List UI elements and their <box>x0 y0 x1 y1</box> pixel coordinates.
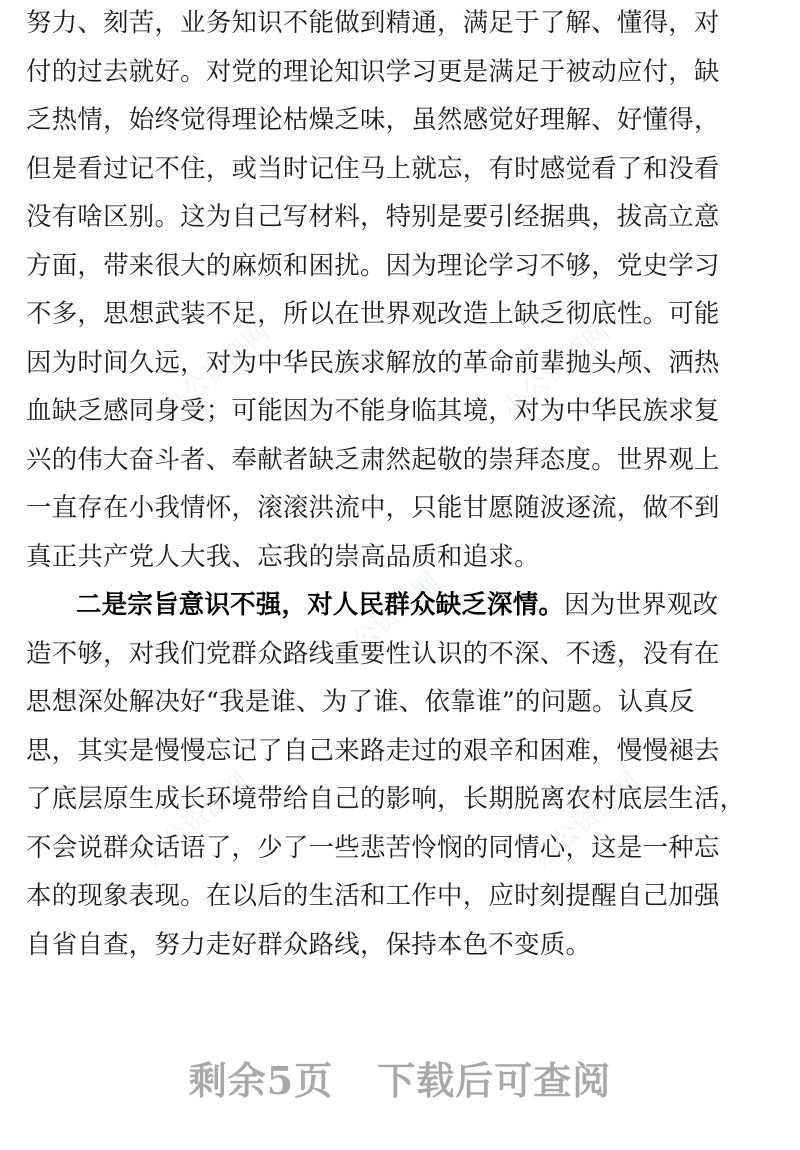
text-line: 血缺乏感同身受；可能因为不能身临其境，对为中华民族求复 <box>26 395 720 425</box>
text-line: 兴的伟大奋斗者、奉献者缺乏肃然起敬的崇拜态度。世界观上 <box>26 443 720 474</box>
text-line: 付的过去就好。对党的理论知识学习更是满足于被动应付，缺 <box>26 55 720 86</box>
text-line: 不会说群众话语了，少了一些悲苦怜悯的同情心，这是一种忘 <box>26 831 720 862</box>
text-line: 了底层原生成长环境带给自己的影响，长期脱离农村底层生活， <box>26 783 746 813</box>
text-line: 乏热情，始终觉得理论枯燥乏味，虽然感觉好理解、好懂得， <box>26 104 720 134</box>
remaining-pages-label: 剩余5页 <box>188 1058 334 1103</box>
text-line: 一直存在小我情怀，滚滚洪流中，只能甘愿随波逐流，做不到 <box>26 492 720 522</box>
section-heading-line <box>26 580 778 629</box>
text-line: 造不够，对我们党群众路线重要性认识的不深、不透，没有在 <box>26 637 720 668</box>
text-line: 没有啥区别。这为自己写材料，特别是要引经据典，拔高立意 <box>26 201 720 231</box>
download-notice[interactable] <box>0 1050 800 1103</box>
download-prompt-label: 下载后可查阅 <box>377 1058 612 1103</box>
section-heading: 二是宗旨意识不强，对人民群众缺乏深情。 <box>76 589 565 619</box>
watermark: 办公资源网 <box>327 567 447 674</box>
text-fragment: 因为世界观改 <box>564 589 719 619</box>
watermark: 办公资源网 <box>527 767 647 874</box>
text-line: 自省自查，努力走好群众路线，保持本色不变质。 <box>26 928 592 959</box>
text-line: 真正共产党人大我、忘我的崇高品质和追求。 <box>26 540 540 571</box>
text-line: 但是看过记不住，或当时记住马上就忘，有时感觉看了和没看 <box>26 152 720 183</box>
text-line: 本的现象表现。在以后的生活和工作中，应时刻提醒自己加强 <box>26 880 720 910</box>
text-line: 方面，带来很大的麻烦和困扰。因为理论学习不够，党史学习 <box>26 249 720 280</box>
text-line: 思想深处解决好“我是谁、为了谁、依靠谁”的问题。认真反 <box>26 686 695 716</box>
text-line: 思，其实是慢慢忘记了自己来路走过的艰辛和困难，慢慢褪去 <box>26 734 720 765</box>
watermark: 办公资源网 <box>497 317 617 424</box>
text-line: 不多，思想武装不足，所以在世界观改造上缺乏彻底性。可能 <box>26 298 720 328</box>
text-line: 因为时间久远，对为中华民族求解放的革命前辈抛头颅、洒热 <box>26 346 720 377</box>
watermark: 办公资源网 <box>157 317 277 424</box>
watermark: 办公资源网 <box>137 767 257 874</box>
body-text <box>26 0 778 968</box>
text-line: 努力、刻苦，业务知识不能做到精通，满足于了解、懂得，对 <box>26 7 720 37</box>
